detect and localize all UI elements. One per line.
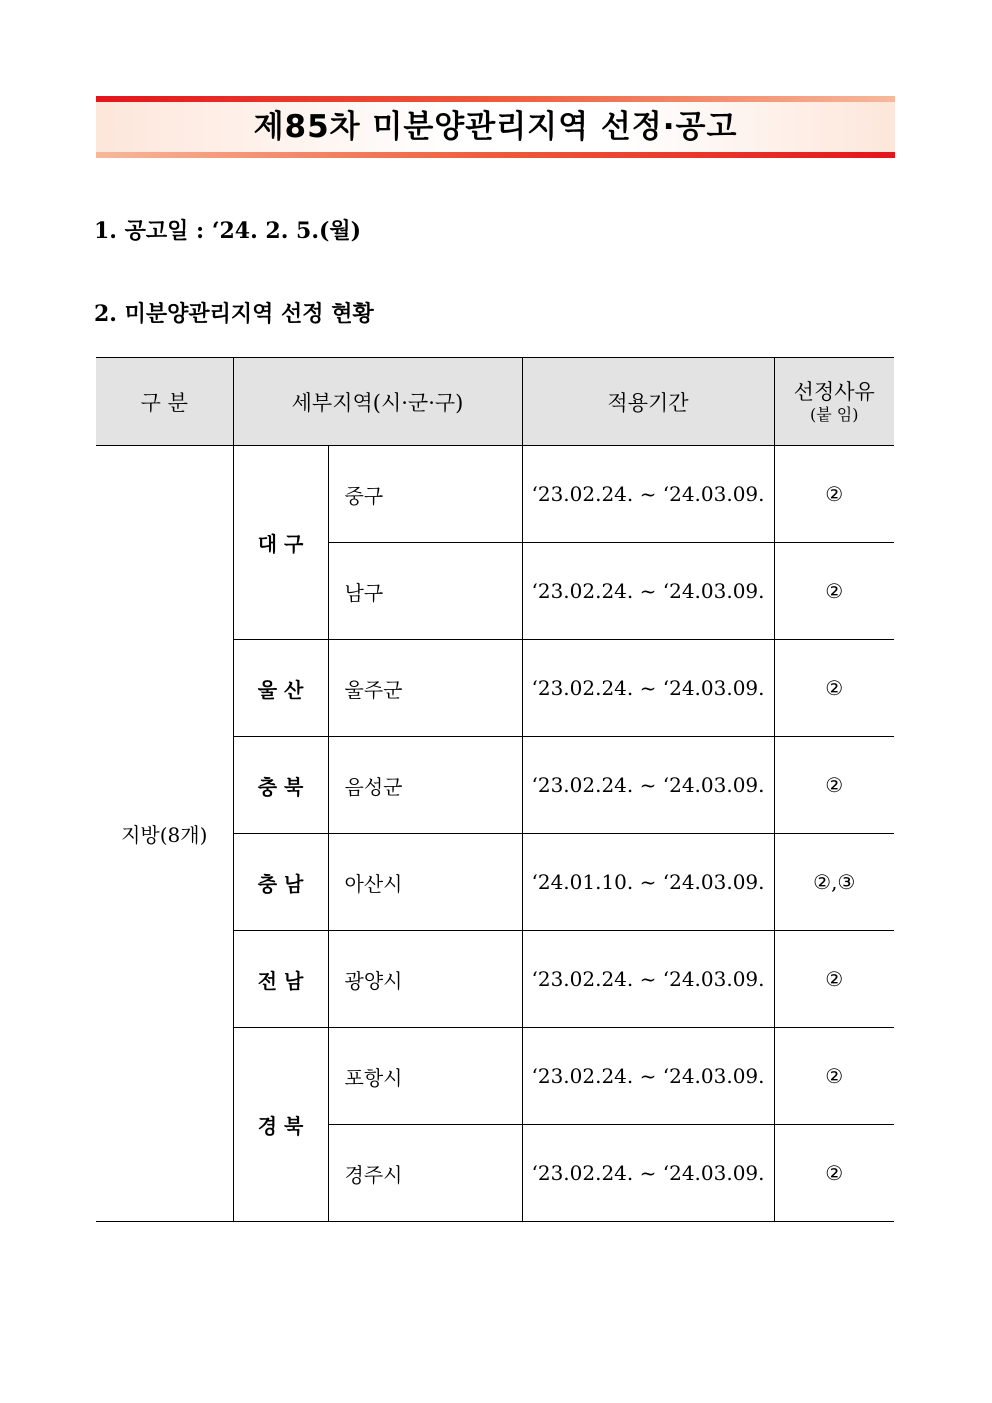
reason-cell: ② <box>774 446 894 543</box>
header-region: 세부지역(시·군·구) <box>233 358 522 446</box>
district-cell: 광양시 <box>328 931 522 1028</box>
province-chungnam: 충 남 <box>233 834 328 931</box>
district-cell: 경주시 <box>328 1125 522 1222</box>
reason-cell: ② <box>774 1028 894 1125</box>
province-ulsan: 울 산 <box>233 640 328 737</box>
district-cell: 중구 <box>328 446 522 543</box>
period-cell: ‘23.02.24. ~ ‘24.03.09. <box>522 931 774 1028</box>
title-banner <box>96 96 895 158</box>
period-cell: ‘24.01.10. ~ ‘24.03.09. <box>522 834 774 931</box>
period-cell: ‘23.02.24. ~ ‘24.03.09. <box>522 737 774 834</box>
period-cell: ‘23.02.24. ~ ‘24.03.09. <box>522 640 774 737</box>
province-chungbuk: 충 북 <box>233 737 328 834</box>
section-heading-status: 2. 미분양관리지역 선정 현황 <box>94 301 374 327</box>
district-cell: 남구 <box>328 543 522 640</box>
province-jeonnam: 전 남 <box>233 931 328 1028</box>
header-reason <box>774 358 894 446</box>
reason-cell: ②,③ <box>774 834 894 931</box>
banner-bottom-rule <box>96 152 895 158</box>
province-gyeongbuk: 경 북 <box>233 1028 328 1222</box>
header-category: 구 분 <box>96 358 233 446</box>
period-cell: ‘23.02.24. ~ ‘24.03.09. <box>522 446 774 543</box>
reason-cell: ② <box>774 1125 894 1222</box>
table-row <box>96 446 894 543</box>
district-cell: 아산시 <box>328 834 522 931</box>
province-daegu: 대 구 <box>233 446 328 640</box>
reason-cell: ② <box>774 931 894 1028</box>
announcement-date: 1. 공고일 : ‘24. 2. 5.(월) <box>94 218 362 244</box>
designation-table <box>96 357 894 1222</box>
period-cell: ‘23.02.24. ~ ‘24.03.09. <box>522 1125 774 1222</box>
category-cell: 지방(8개) <box>96 446 233 1222</box>
district-cell: 울주군 <box>328 640 522 737</box>
header-reason-label: 선정사유 <box>793 379 875 404</box>
header-reason-sub: (붙 임) <box>810 404 859 424</box>
table-header-row <box>96 358 894 446</box>
reason-cell: ② <box>774 737 894 834</box>
period-cell: ‘23.02.24. ~ ‘24.03.09. <box>522 1028 774 1125</box>
reason-cell: ② <box>774 640 894 737</box>
header-period: 적용기간 <box>522 358 774 446</box>
district-cell: 음성군 <box>328 737 522 834</box>
period-cell: ‘23.02.24. ~ ‘24.03.09. <box>522 543 774 640</box>
reason-cell: ② <box>774 543 894 640</box>
page-title: 제85차 미분양관리지역 선정·공고 <box>253 109 738 145</box>
district-cell: 포항시 <box>328 1028 522 1125</box>
